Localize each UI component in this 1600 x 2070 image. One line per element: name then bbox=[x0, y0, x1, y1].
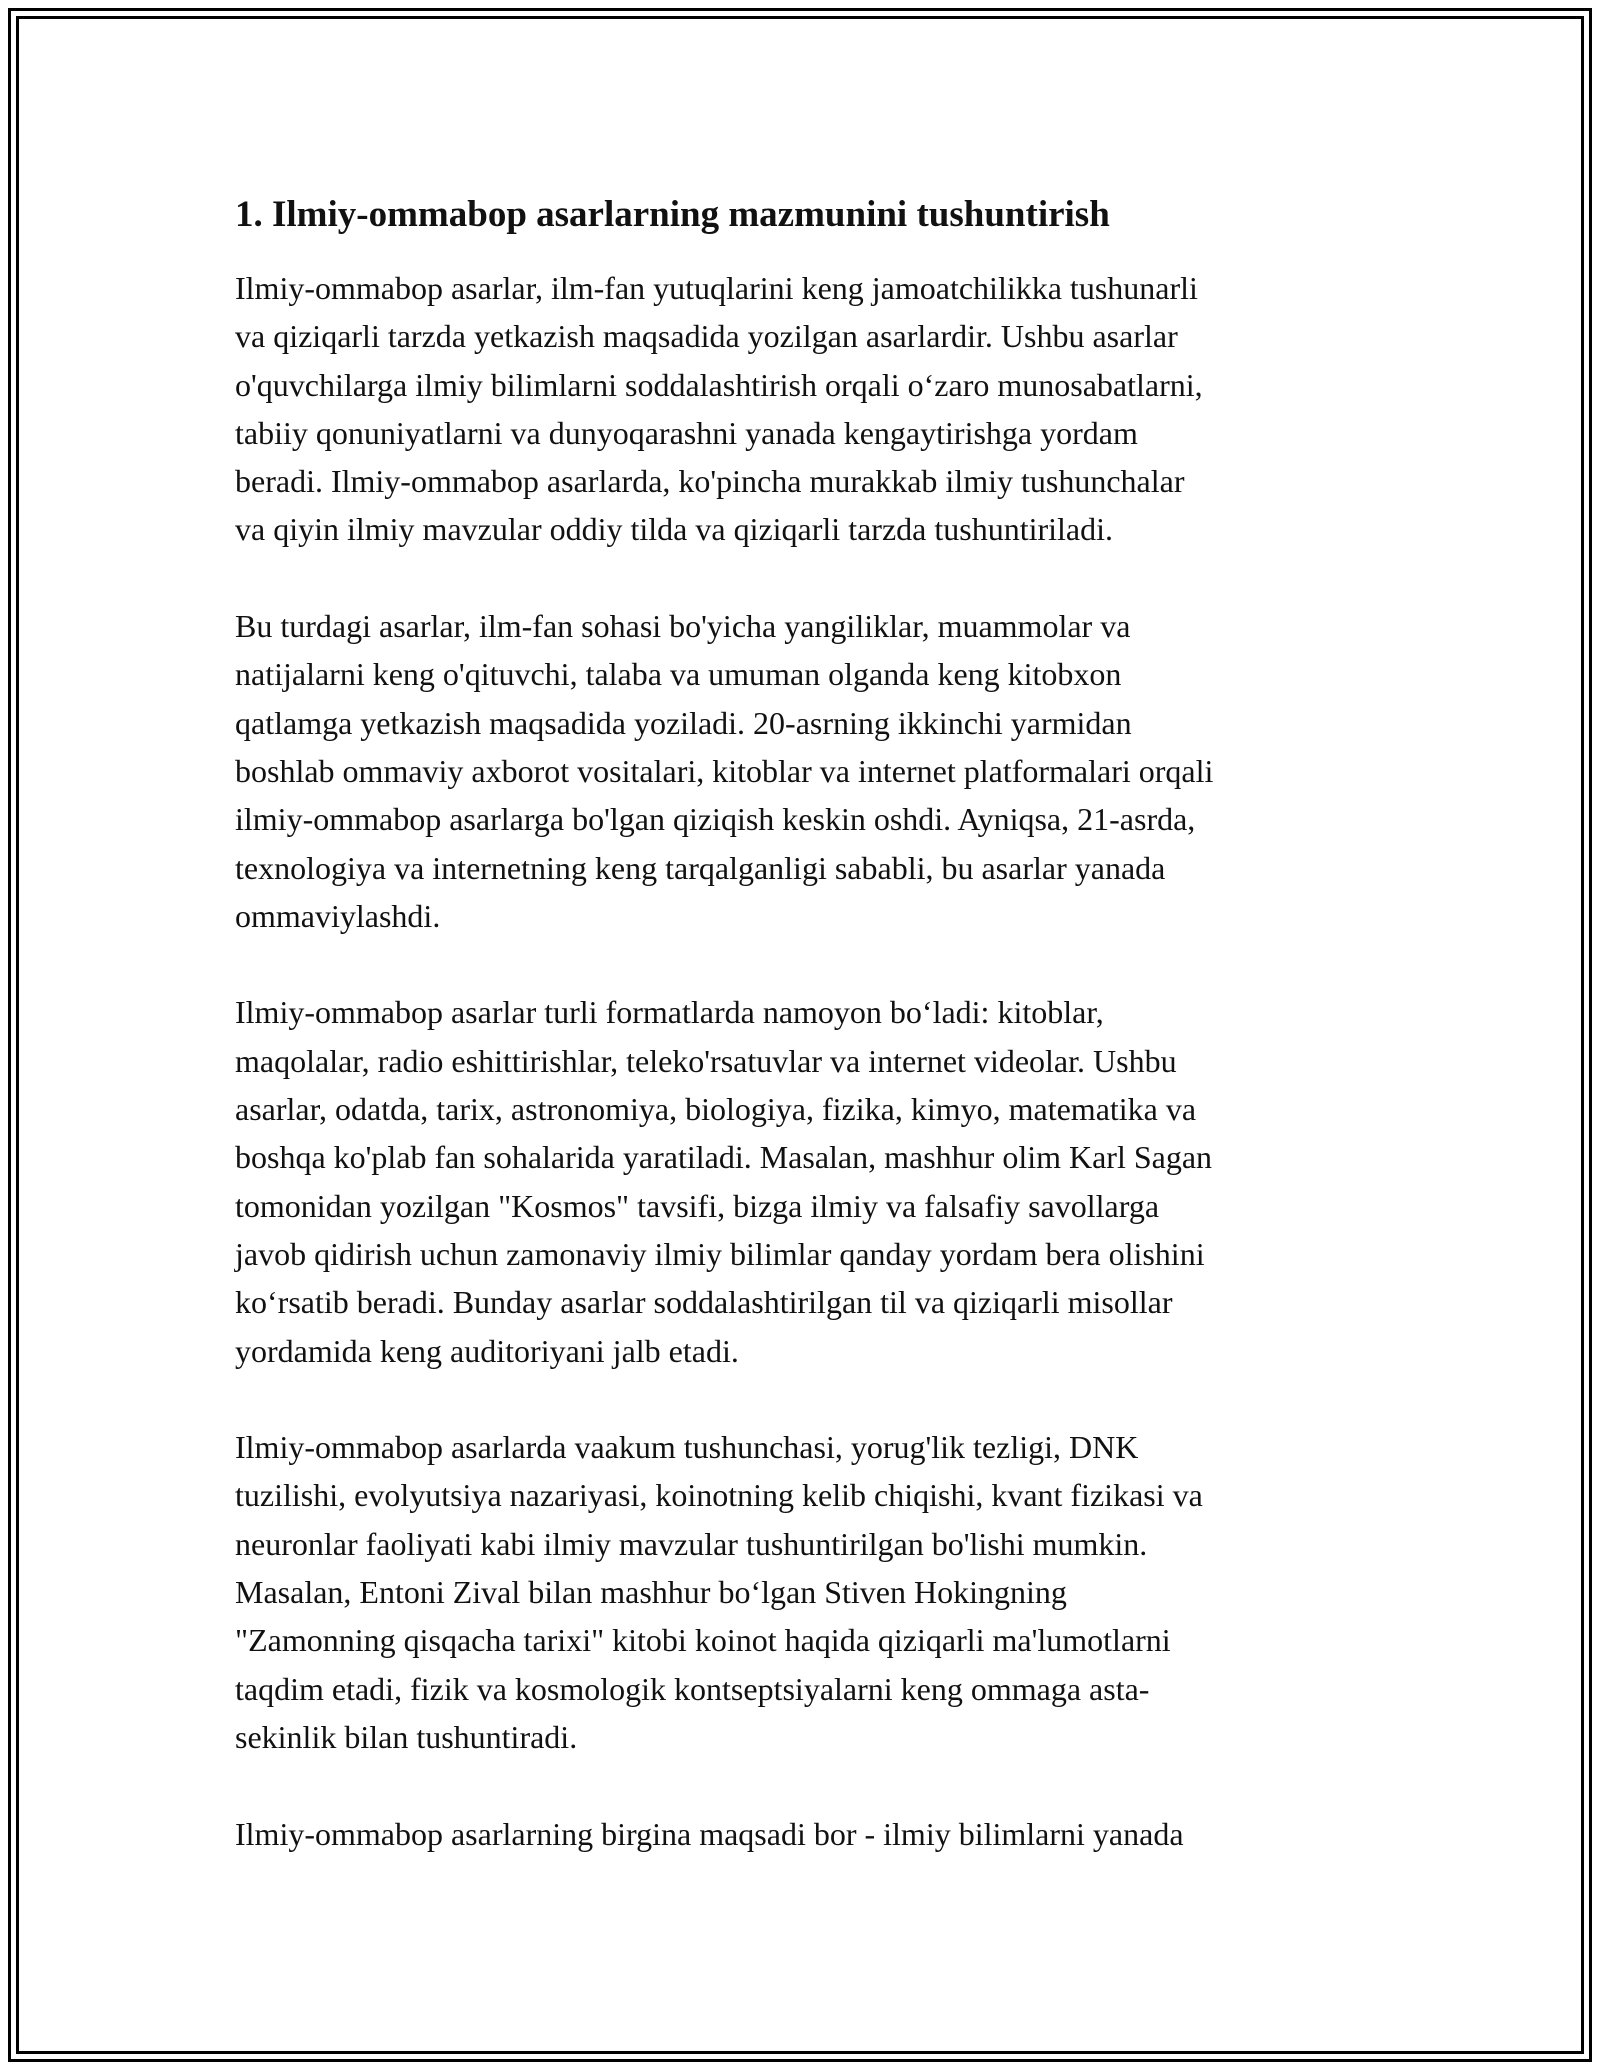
paragraph-line: Bu turdagi asarlar, ilm-fan sohasi bo'yicha yangiliklar, muammolar va bbox=[235, 608, 1131, 645]
paragraph-line: javob qidirish uchun zamonaviy ilmiy bilimlar qanday yordam bera olishini bbox=[235, 1235, 1205, 1272]
paragraph-line: qatlamga yetkazish maqsadida yoziladi. 20-asrning ikkinchi yarmidan bbox=[235, 704, 1132, 741]
paragraph-line: natijalarni keng o'qituvchi, talaba va umuman olganda keng kitobxon bbox=[235, 656, 1122, 693]
paragraph bbox=[235, 602, 1365, 940]
paragraph-line: taqdim etadi, fizik va kosmologik kontseptsiyalarni keng ommaga asta- bbox=[235, 1670, 1150, 1707]
paragraph-line: neuronlar faoliyati kabi ilmiy mavzular tushuntirilgan bo'lishi mumkin. bbox=[235, 1525, 1148, 1562]
paragraph-line: ilmiy-ommabop asarlarga bo'lgan qiziqish keskin oshdi. Ayniqsa, 21-asrda, bbox=[235, 801, 1196, 838]
paragraph-line: sekinlik bilan tushuntiradi. bbox=[235, 1718, 578, 1755]
paragraph-line: "Zamonning qisqacha tarixi" kitobi koinot haqida qiziqarli ma'lumotlarni bbox=[235, 1622, 1171, 1659]
paragraph-line: Masalan, Entoni Zival bilan mashhur bo‘lgan Stiven Hokingning bbox=[235, 1574, 1067, 1611]
paragraph-line: tabiiy qonuniyatlarni va dunyoqarashni yanada kengaytirishga yordam bbox=[235, 414, 1138, 451]
paragraph-list bbox=[235, 264, 1365, 1858]
paragraph bbox=[235, 1423, 1365, 1761]
paragraph-line: boshlab ommaviy axborot vositalari, kitoblar va internet platformalari orqali bbox=[235, 752, 1214, 789]
paragraph-line: va qiziqarli tarzda yetkazish maqsadida yozilgan asarlardir. Ushbu asarlar bbox=[235, 318, 1178, 355]
paragraph bbox=[235, 1810, 1365, 1858]
paragraph-line: asarlar, odatda, tarix, astronomiya, biologiya, fizika, kimyo, matematika va bbox=[235, 1091, 1197, 1128]
paragraph-line: tuzilishi, evolyutsiya nazariyasi, koinotning kelib chiqishi, kvant fizikasi va bbox=[235, 1477, 1203, 1514]
paragraph-line: Ilmiy-ommabop asarlarda vaakum tushunchasi, yorug'lik tezligi, DNK bbox=[235, 1429, 1139, 1466]
paragraph-line: tomonidan yozilgan "Kosmos" tavsifi, bizga ilmiy va falsafiy savollarga bbox=[235, 1187, 1160, 1224]
paragraph-line: va qiyin ilmiy mavzular oddiy tilda va qiziqarli tarzda tushuntiriladi. bbox=[235, 511, 1113, 548]
paragraph-line: Ilmiy-ommabop asarlarning birgina maqsadi bor - ilmiy bilimlarni yanada bbox=[235, 1815, 1184, 1852]
paragraph-line: ommaviylashdi. bbox=[235, 897, 441, 934]
page-title: 1. Ilmiy-ommabop asarlarning mazmunini tushuntirish bbox=[235, 194, 1110, 235]
paragraph-line: yordamida keng auditoriyani jalb etadi. bbox=[235, 1332, 739, 1369]
paragraph bbox=[235, 988, 1365, 1374]
document-body bbox=[235, 188, 1365, 1906]
paragraph-line: beradi. Ilmiy-ommabop asarlarda, ko'pincha murakkab ilmiy tushunchalar bbox=[235, 463, 1185, 500]
paragraph-line: boshqa ko'plab fan sohalarida yaratiladi. Masalan, mashhur olim Karl Sagan bbox=[235, 1139, 1213, 1176]
paragraph-line: o'quvchilarga ilmiy bilimlarni soddalashtirish orqali o‘zaro munosabatlarni, bbox=[235, 366, 1203, 403]
paragraph-line: Ilmiy-ommabop asarlar turli formatlarda namoyon bo‘ladi: kitoblar, bbox=[235, 994, 1104, 1031]
paragraph-line: Ilmiy-ommabop asarlar, ilm-fan yutuqlarini keng jamoatchilikka tushunarli bbox=[235, 270, 1198, 306]
paragraph bbox=[235, 264, 1365, 554]
paragraph-line: maqolalar, radio eshittirishlar, teleko'rsatuvlar va internet videolar. Ushbu bbox=[235, 1042, 1177, 1079]
paragraph-line: ko‘rsatib beradi. Bunday asarlar soddalashtirilgan til va qiziqarli misollar bbox=[235, 1284, 1173, 1321]
paragraph-line: texnologiya va internetning keng tarqalganligi sababli, bu asarlar yanada bbox=[235, 849, 1166, 886]
